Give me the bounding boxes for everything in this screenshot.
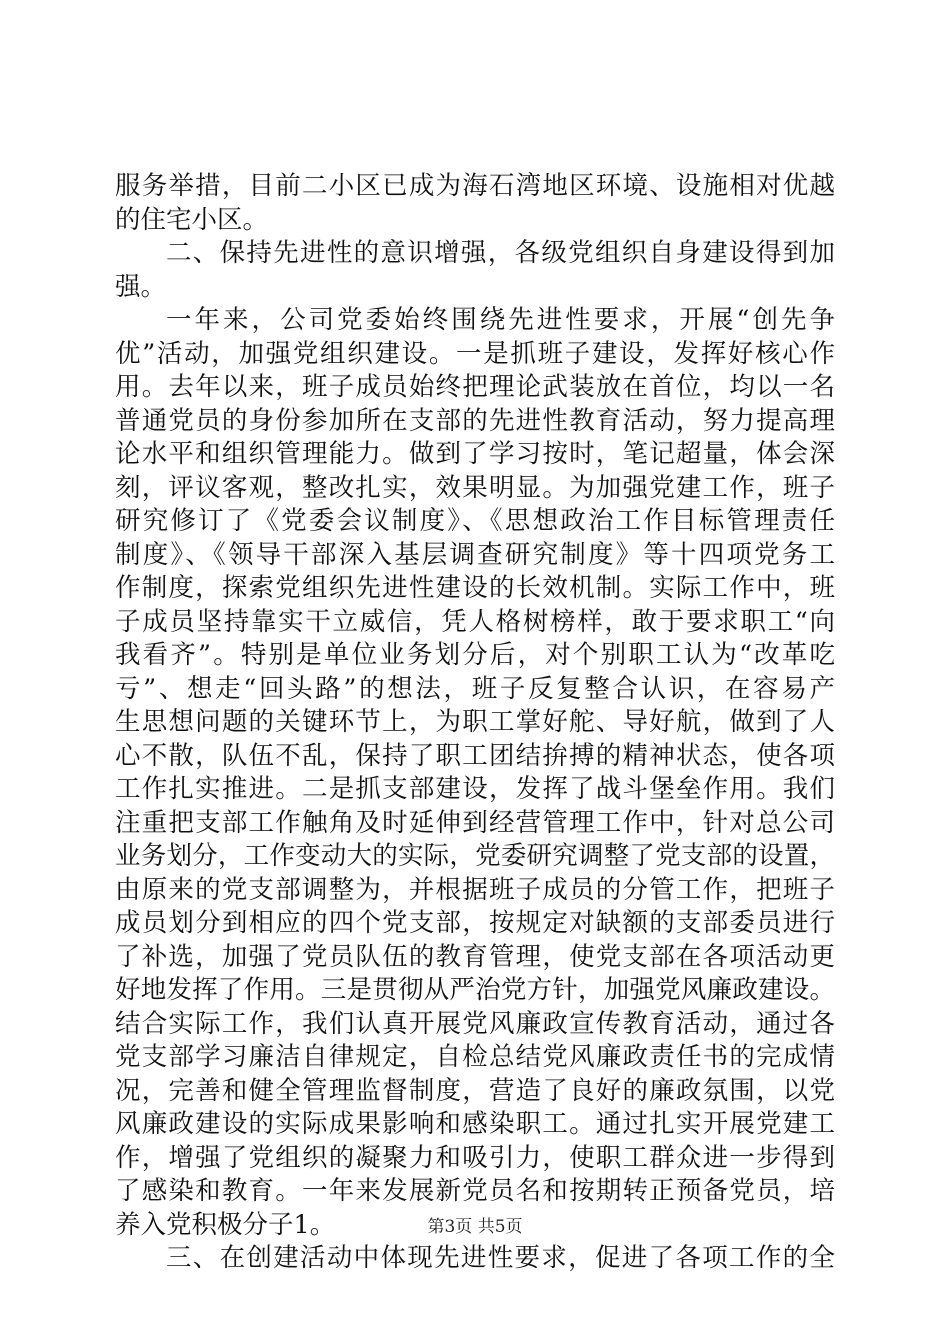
- text-line: 养入党积极分子1。: [115, 1209, 336, 1240]
- text-line: 强。: [115, 271, 167, 302]
- text-line: 三、在创建活动中体现先进性要求，促进了各项工作的全: [166, 1243, 835, 1273]
- page-footer: 第3页 共5页: [427, 1217, 523, 1237]
- text-line: 工作扎实推进。二是抓支部建设，发挥了战斗堡垒作用。我们: [115, 774, 835, 804]
- document-body: [115, 170, 835, 1276]
- text-line: 论水平和组织管理能力。做到了学习按时，笔记超量，体会深: [115, 439, 835, 469]
- text-line: 结合实际工作，我们认真开展党风廉政宣传教育活动，通过各: [115, 1008, 835, 1039]
- text-line: 优”活动，加强党组织建设。一是抓班子建设，发挥好核心作: [115, 338, 835, 369]
- text-line: 注重把支部工作触角及时延伸到经营管理工作中，针对总公司: [115, 807, 835, 838]
- text-line: 服务举措，目前二小区已成为海石湾地区环境、设施相对优越: [115, 171, 835, 201]
- text-line: 业务划分，工作变动大的实际，党委研究调整了党支部的设置，: [115, 841, 835, 871]
- text-line: 一年来，公司党委始终围绕先进性要求，开展“创先争: [166, 305, 835, 335]
- text-line: 党支部学习廉洁自律规定，自检总结党风廉政责任书的完成情: [115, 1042, 835, 1072]
- text-line: 风廉政建设的实际成果影响和感染职工。通过扎实开展党建工: [115, 1109, 835, 1139]
- text-line: 生思想问题的关键环节上，为职工掌好舵、导好航，做到了人: [115, 707, 835, 737]
- text-line: 制度》、《领导干部深入基层调查研究制度》等十四项党务工: [115, 539, 835, 570]
- text-line: 作制度，探索党组织先进性建设的长效机制。实际工作中，班: [115, 573, 835, 603]
- text-line: 二、保持先进性的意识增强，各级党组织自身建设得到加: [166, 238, 835, 268]
- text-line: 亏”、想走“回头路”的想法，班子反复整合认识，在容易产: [115, 673, 835, 704]
- text-line: 作，增强了党组织的凝聚力和吸引力，使职工群众进一步得到: [115, 1142, 835, 1173]
- text-line: 好地发挥了作用。三是贯彻从严治党方针，加强党风廉政建设。: [115, 975, 835, 1005]
- text-line: 我看齐”。特别是单位业务划分后，对个别职工认为“改革吃: [115, 640, 835, 670]
- text-line: 心不散，队伍不乱，保持了职工团结拚搏的精神状态，使各项: [115, 740, 835, 771]
- text-line: 由原来的党支部调整为，并根据班子成员的分管工作，把班子: [115, 874, 835, 905]
- text-line: 子成员坚持靠实干立威信，凭人格树榜样，敢于要求职工“向: [115, 606, 835, 637]
- text-line: 成员划分到相应的四个党支部，按规定对缺额的支部委员进行: [115, 908, 835, 938]
- text-line: 用。去年以来，班子成员始终把理论武装放在首位，均以一名: [115, 372, 835, 402]
- text-line: 研究修订了《党委会议制度》、《思想政治工作目标管理责任: [115, 506, 835, 536]
- text-line: 普通党员的身份参加所在支部的先进性教育活动，努力提高理: [115, 405, 835, 436]
- text-line: 了补选，加强了党员队伍的教育管理，使党支部在各项活动更: [115, 941, 835, 972]
- text-line: 的住宅小区。: [115, 204, 269, 235]
- text-line: 了感染和教育。一年来发展新党员名和按期转正预备党员，培: [115, 1176, 835, 1206]
- text-line: 刻，评议客观，整改扎实，效果明显。为加强党建工作，班子: [115, 472, 835, 503]
- text-line: 况，完善和健全管理监督制度，营造了良好的廉政氛围，以党: [115, 1075, 835, 1106]
